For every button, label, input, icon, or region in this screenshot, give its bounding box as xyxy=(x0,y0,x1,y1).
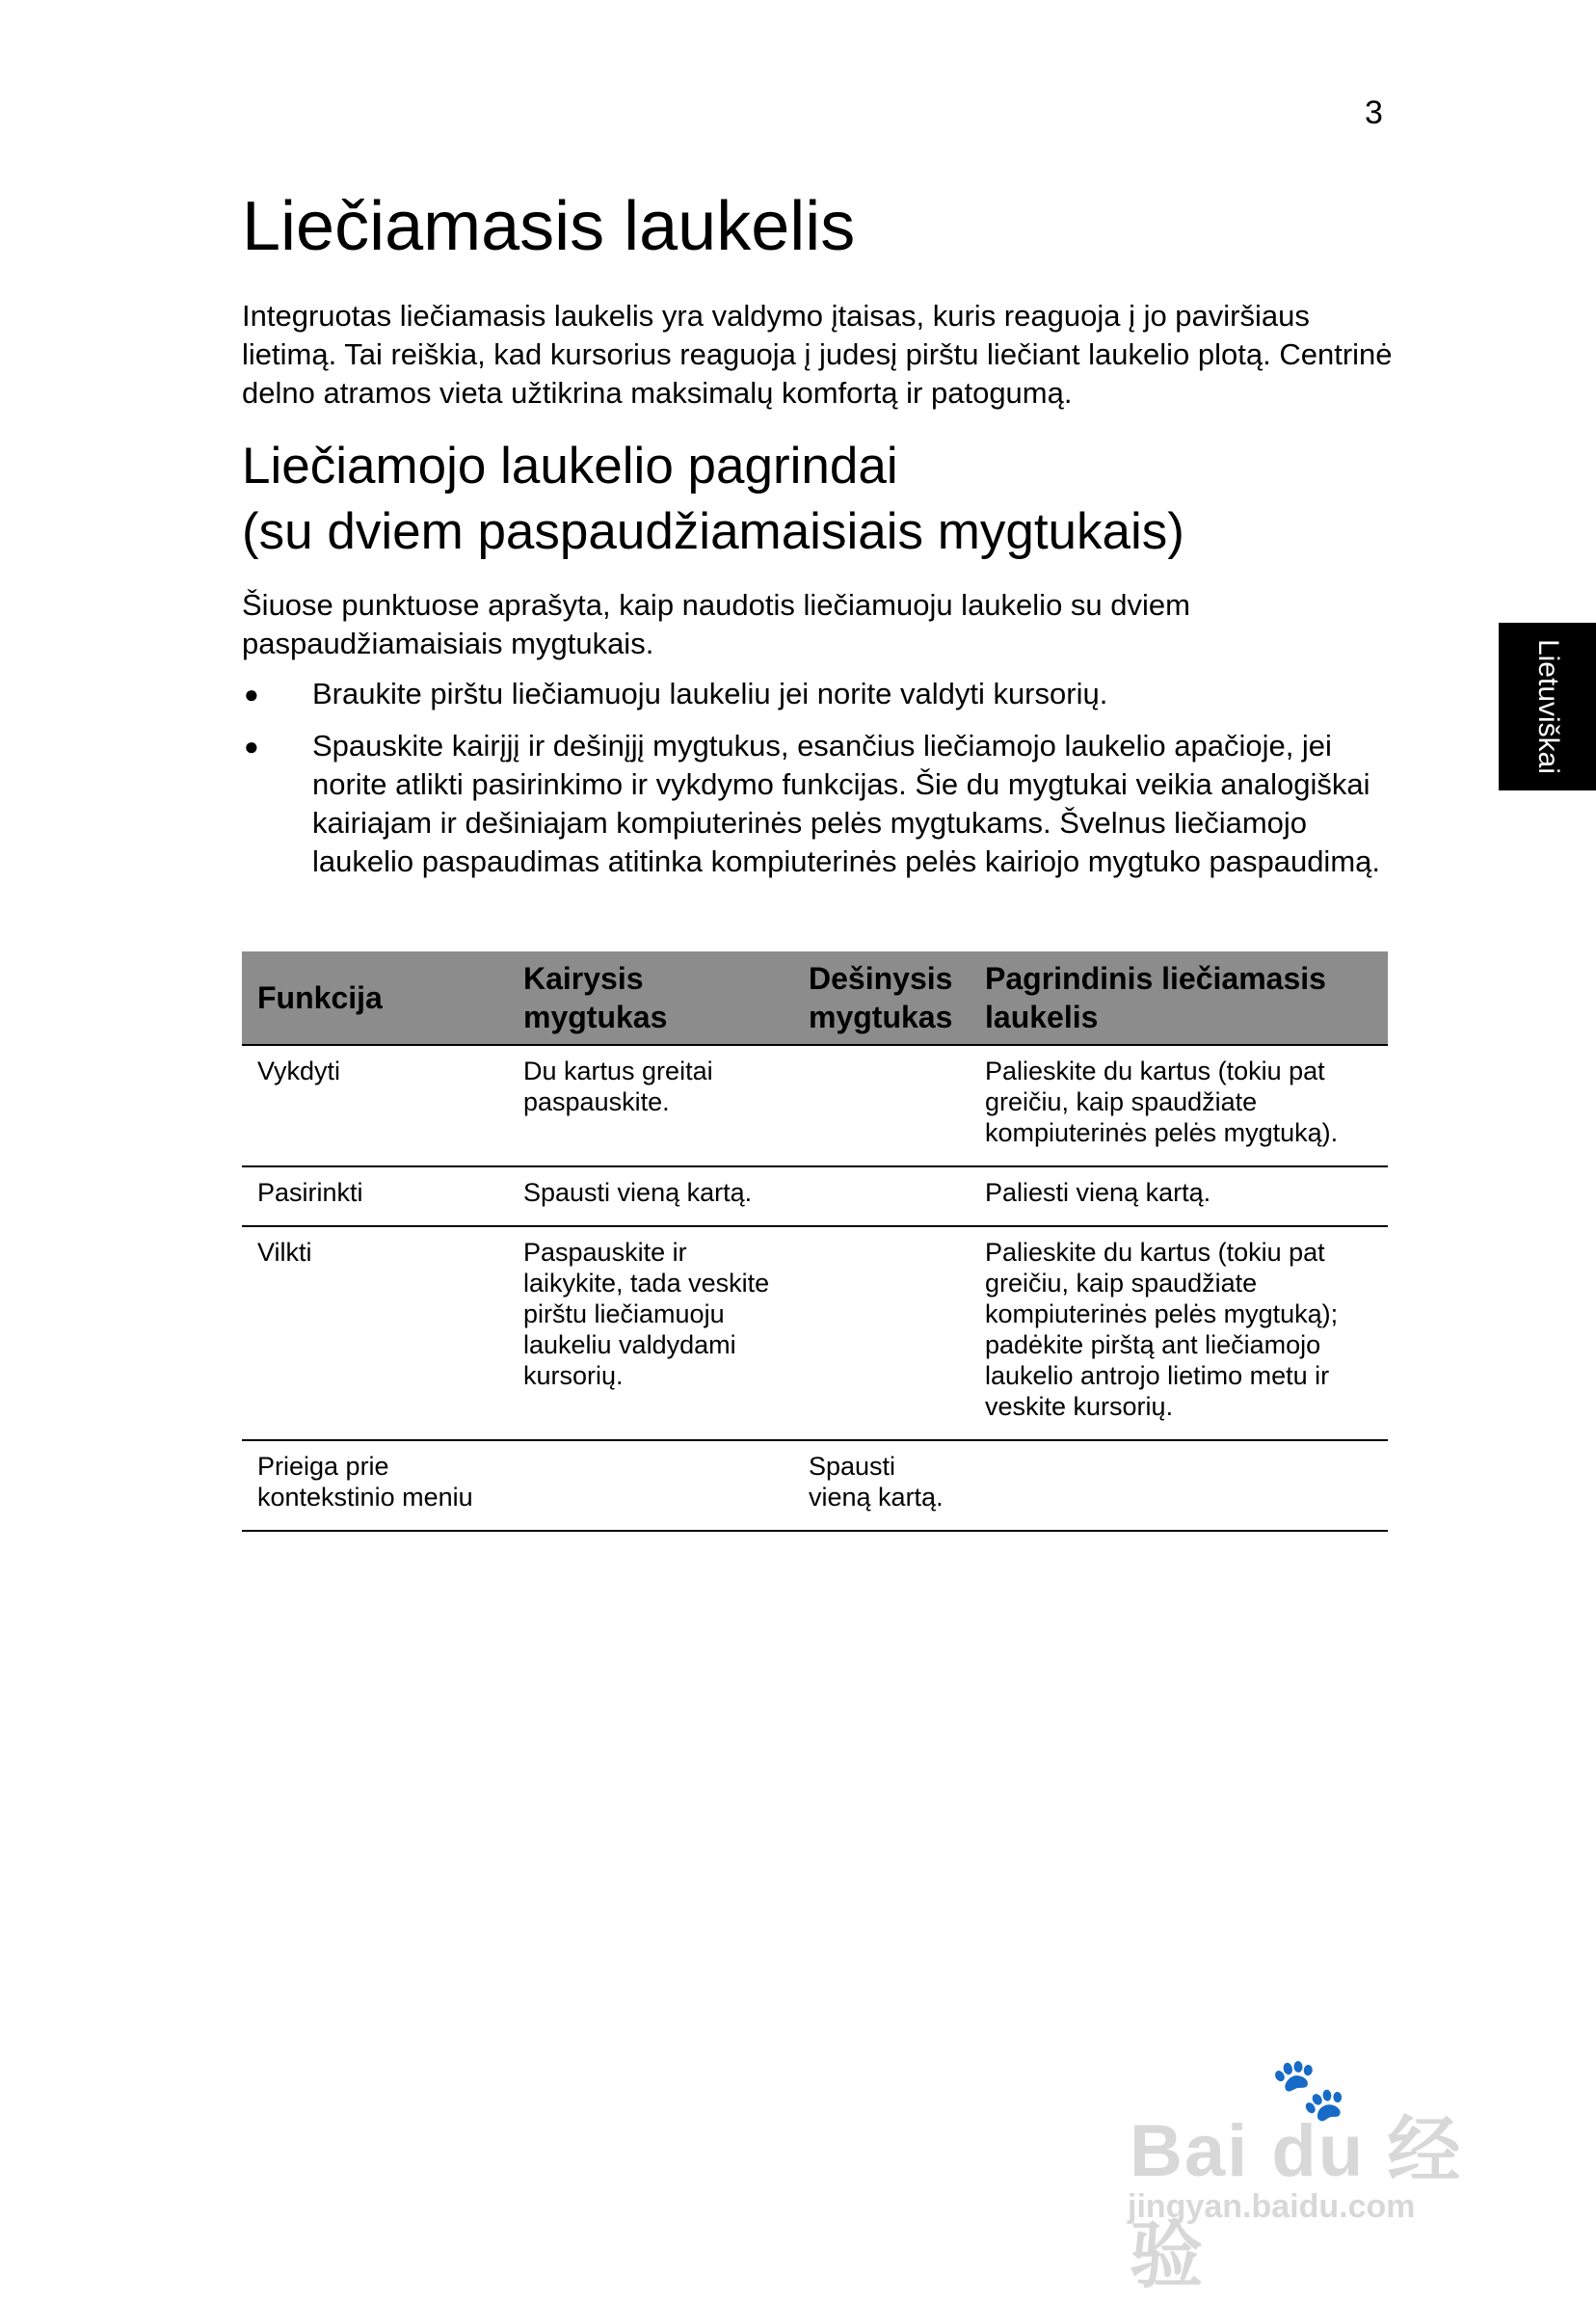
table-cell xyxy=(970,1440,1388,1531)
table-row xyxy=(242,1440,1388,1531)
table-cell xyxy=(793,1045,970,1166)
section-title-line2: (su dviem paspaudžiamaisiais mygtukais) xyxy=(242,503,1184,560)
table-cell xyxy=(793,1166,970,1226)
table-row xyxy=(242,1045,1388,1166)
table-cell: Palieskite du kartus (tokiu pat greičiu, kaip spaudžiate kompiuterinės pelės mygtuką); padėkite pirštą ant liečiamojo laukelio antrojo lietimo metu ir veskite kursorių. xyxy=(970,1226,1388,1440)
table-cell xyxy=(793,1226,970,1440)
header-right-button: Dešinysis mygtukas xyxy=(793,951,970,1045)
watermark-url: jingyan.baidu.com xyxy=(1128,2188,1416,2225)
table-cell: Paliesti vieną kartą. xyxy=(970,1166,1388,1226)
table-cell: Vykdyti xyxy=(242,1045,508,1166)
table-row xyxy=(242,1226,1388,1440)
section-title xyxy=(242,434,1398,565)
bullet-item xyxy=(242,727,1389,881)
language-side-tab xyxy=(1499,623,1596,790)
table-cell: Prieiga prie kontekstinio meniu xyxy=(242,1440,508,1531)
baidu-watermark xyxy=(1108,2053,1513,2297)
page-title: Liečiamasis laukelis xyxy=(242,188,856,265)
table-cell: Palieskite du kartus (tokiu pat greičiu, kaip spaudžiate kompiuterinės pelės mygtuką). xyxy=(970,1045,1388,1166)
watermark-logo: Bai du 经验 xyxy=(1130,2110,1463,2297)
bullet-item xyxy=(242,675,1389,713)
table-cell: Du kartus greitai paspauskite. xyxy=(508,1045,793,1166)
section-title-line1: Liečiamojo laukelio pagrindai xyxy=(242,438,898,495)
intro-paragraph: Integruotas liečiamasis laukelis yra valdymo įtaisas, kuris reaguoja į jo paviršiaus lietimą. Tai reiškia, kad kursorius reaguoja į judesį pirštu liečiant laukelio plotą. Centrinė delno atramos vieta užtikrina maksimalų komfortą ir patogumą. xyxy=(242,299,1393,410)
page-number: 3 xyxy=(1365,94,1383,131)
table-header-row xyxy=(242,951,1388,1045)
header-left-button: Kairysis mygtukas xyxy=(508,951,793,1045)
header-touchpad: Pagrindinis liečiamasis laukelis xyxy=(970,951,1388,1045)
table-cell xyxy=(508,1440,793,1531)
bullet-dot-icon: ● xyxy=(244,680,259,709)
bullet-list xyxy=(242,675,1389,895)
header-function: Funkcija xyxy=(242,951,508,1045)
language-side-tab-label: Lietuviškai xyxy=(1531,638,1564,775)
paw-icon: 🐾 xyxy=(1270,2054,1347,2124)
bullet-dot-icon: ● xyxy=(244,732,259,761)
lead-paragraph: Šiuose punktuose aprašyta, kaip naudotis liečiamuoju laukelio su dviem paspaudžiamaisiais mygtukais. xyxy=(242,588,1190,660)
table-cell: Pasirinkti xyxy=(242,1166,508,1226)
bullet-text: Braukite pirštu liečiamuoju laukeliu jei norite valdyti kursorių. xyxy=(312,677,1108,710)
bullet-text: Spauskite kairįjį ir dešinįjį mygtukus, esančius liečiamojo laukelio apačioje, jei norite atlikti pasirinkimo ir vykdymo funkcijas. Šie du mygtukai veikia analogiškai kairiajam ir dešiniajam kompiuterinės pelės mygtukams. Švelnus liečiamojo laukelio paspaudimas atitinka kompiuterinės pelės kairiojo mygtuko paspaudimą. xyxy=(312,729,1380,878)
table-row xyxy=(242,1166,1388,1226)
table-cell: Paspauskite ir laikykite, tada veskite pirštu liečiamuoju laukeliu valdydami kursorių. xyxy=(508,1226,793,1440)
table-cell: Spausti vieną kartą. xyxy=(508,1166,793,1226)
table-cell: Vilkti xyxy=(242,1226,508,1440)
function-table xyxy=(242,951,1388,1532)
table-cell: Spausti vieną kartą. xyxy=(793,1440,970,1531)
